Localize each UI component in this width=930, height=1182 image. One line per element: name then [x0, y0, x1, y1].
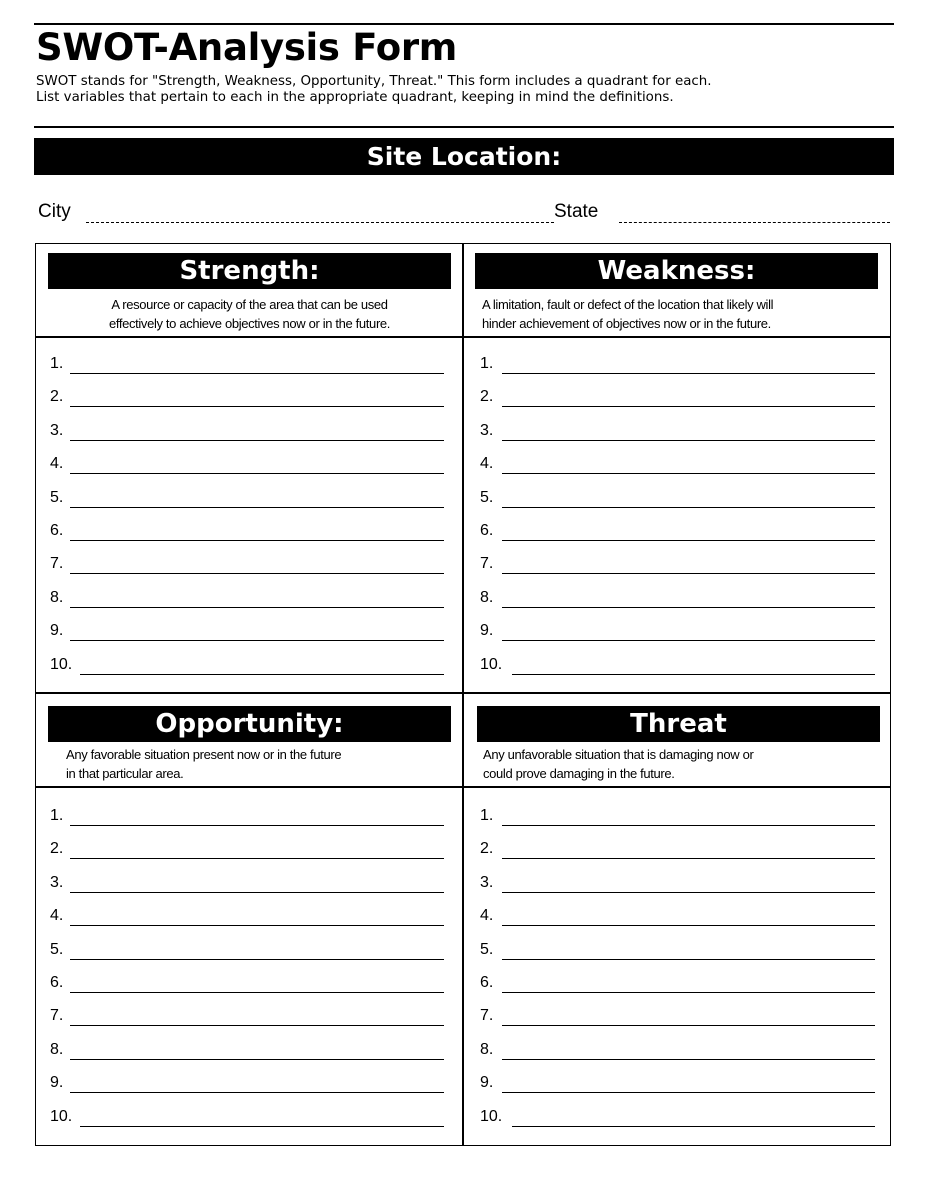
- item-number: 1.: [480, 807, 494, 824]
- list-item: [480, 445, 875, 478]
- item-number: 2.: [50, 388, 64, 406]
- item-number: 5.: [50, 488, 64, 506]
- list-item: [50, 479, 444, 512]
- answer-line[interactable]: [502, 959, 875, 960]
- threat-description: [483, 745, 879, 783]
- list-item: [50, 897, 444, 930]
- opportunity-list: [50, 797, 444, 1131]
- top-description-divider: [35, 336, 891, 338]
- description-line: Any favorable situation present now or in the future: [66, 747, 342, 762]
- description-line: A limitation, fault or defect of the location that likely will: [482, 297, 774, 312]
- site-location-heading: Site Location:: [34, 138, 894, 175]
- strength-heading: Strength:: [48, 253, 451, 289]
- list-item: [480, 1098, 875, 1131]
- item-number: 8.: [50, 588, 64, 606]
- list-item: [480, 964, 875, 997]
- list-item: [50, 646, 444, 679]
- answer-line[interactable]: [512, 1126, 875, 1127]
- list-item: [480, 479, 875, 512]
- middle-divider: [35, 692, 891, 694]
- list-item: [50, 345, 444, 378]
- list-item: [480, 997, 875, 1030]
- item-number: 10.: [50, 655, 73, 673]
- answer-line[interactable]: [70, 640, 444, 641]
- item-number: 4.: [480, 455, 494, 473]
- intro-line: List variables that pertain to each in the appropriate quadrant, keeping in mind the definitions.: [36, 90, 674, 105]
- list-item: [50, 378, 444, 411]
- answer-line[interactable]: [502, 473, 875, 474]
- answer-line[interactable]: [70, 992, 444, 993]
- answer-line[interactable]: [502, 507, 875, 508]
- opportunity-heading: Opportunity:: [48, 706, 451, 742]
- page-title: SWOT-Analysis Form: [36, 26, 458, 69]
- answer-line[interactable]: [502, 573, 875, 574]
- item-number: 6.: [480, 521, 494, 539]
- answer-line[interactable]: [70, 507, 444, 508]
- description-line: could prove damaging in the future.: [483, 766, 675, 781]
- answer-line[interactable]: [70, 540, 444, 541]
- answer-line[interactable]: [502, 1092, 875, 1093]
- item-number: 5.: [480, 488, 494, 506]
- intro-text: [36, 74, 712, 106]
- bottom-description-divider: [35, 786, 891, 788]
- list-item: [480, 646, 875, 679]
- list-item: [50, 964, 444, 997]
- answer-line[interactable]: [70, 373, 444, 374]
- list-item: [50, 1064, 444, 1097]
- weakness-description: [482, 295, 878, 333]
- state-field[interactable]: [619, 222, 890, 223]
- answer-line[interactable]: [502, 607, 875, 608]
- intro-line: SWOT stands for "Strength, Weakness, Opportunity, Threat." This form includes a quadrant for each.: [36, 74, 712, 89]
- list-item: [480, 345, 875, 378]
- answer-line[interactable]: [70, 1059, 444, 1060]
- answer-line[interactable]: [502, 1025, 875, 1026]
- top-rule: [34, 23, 894, 25]
- answer-line[interactable]: [70, 1092, 444, 1093]
- answer-line[interactable]: [502, 1059, 875, 1060]
- list-item: [480, 1064, 875, 1097]
- threat-heading: Threat: [477, 706, 880, 742]
- item-number: 1.: [50, 807, 64, 824]
- item-number: 10.: [480, 1107, 503, 1125]
- city-field[interactable]: [86, 222, 554, 223]
- list-item: [50, 931, 444, 964]
- item-number: 4.: [50, 907, 64, 925]
- description-line: effectively to achieve objectives now or in the future.: [108, 316, 391, 331]
- list-item: [50, 445, 444, 478]
- list-item: [50, 412, 444, 445]
- item-number: 10.: [480, 655, 503, 673]
- list-item: [480, 797, 875, 830]
- intro-rule: [34, 126, 894, 128]
- list-item: [480, 1031, 875, 1064]
- item-number: 8.: [480, 1040, 494, 1058]
- item-number: 5.: [50, 940, 64, 958]
- answer-line[interactable]: [70, 473, 444, 474]
- answer-line[interactable]: [70, 573, 444, 574]
- item-number: 7.: [480, 555, 494, 573]
- list-item: [480, 830, 875, 863]
- list-item: [480, 579, 875, 612]
- answer-line[interactable]: [70, 925, 444, 926]
- list-item: [50, 1098, 444, 1131]
- list-item: [50, 545, 444, 578]
- answer-line[interactable]: [512, 674, 875, 675]
- item-number: 5.: [480, 940, 494, 958]
- list-item: [480, 412, 875, 445]
- item-number: 9.: [480, 622, 494, 640]
- description-line: hinder achievement of objectives now or in the future.: [482, 316, 771, 331]
- list-item: [50, 512, 444, 545]
- strength-list: [50, 345, 444, 679]
- description-line: Any unfavorable situation that is damaging now or: [483, 747, 754, 762]
- item-number: 2.: [480, 388, 494, 406]
- list-item: [50, 864, 444, 897]
- answer-line[interactable]: [70, 406, 444, 407]
- item-number: 3.: [480, 421, 494, 439]
- answer-line[interactable]: [80, 1126, 444, 1127]
- item-number: 9.: [480, 1074, 494, 1092]
- list-item: [480, 512, 875, 545]
- item-number: 2.: [480, 840, 494, 858]
- answer-line[interactable]: [502, 925, 875, 926]
- item-number: 1.: [480, 355, 494, 372]
- item-number: 7.: [50, 1007, 64, 1025]
- threat-list: [480, 797, 875, 1131]
- answer-line[interactable]: [70, 959, 444, 960]
- list-item: [50, 797, 444, 830]
- answer-line[interactable]: [70, 892, 444, 893]
- item-number: 3.: [480, 873, 494, 891]
- list-item: [480, 545, 875, 578]
- city-label: City: [38, 201, 71, 222]
- list-item: [50, 579, 444, 612]
- description-line: in that particular area.: [66, 766, 184, 781]
- answer-line[interactable]: [502, 825, 875, 826]
- item-number: 10.: [50, 1107, 73, 1125]
- answer-line[interactable]: [502, 373, 875, 374]
- list-item: [50, 1031, 444, 1064]
- list-item: [480, 897, 875, 930]
- vertical-divider: [462, 243, 464, 1146]
- item-number: 3.: [50, 873, 64, 891]
- strength-description: [48, 295, 451, 333]
- answer-line[interactable]: [70, 440, 444, 441]
- answer-line[interactable]: [502, 992, 875, 993]
- list-item: [480, 612, 875, 645]
- answer-line[interactable]: [80, 674, 444, 675]
- answer-line[interactable]: [502, 406, 875, 407]
- answer-line[interactable]: [502, 640, 875, 641]
- list-item: [480, 864, 875, 897]
- answer-line[interactable]: [502, 440, 875, 441]
- answer-line[interactable]: [502, 892, 875, 893]
- item-number: 8.: [50, 1040, 64, 1058]
- answer-line[interactable]: [70, 825, 444, 826]
- item-number: 8.: [480, 588, 494, 606]
- item-number: 6.: [50, 973, 64, 991]
- opportunity-description: [66, 745, 451, 783]
- item-number: 4.: [480, 907, 494, 925]
- list-item: [50, 612, 444, 645]
- item-number: 1.: [50, 355, 64, 372]
- answer-line[interactable]: [70, 607, 444, 608]
- description-line: A resource or capacity of the area that can be used: [111, 297, 388, 312]
- item-number: 6.: [50, 521, 64, 539]
- answer-line[interactable]: [70, 1025, 444, 1026]
- state-label: State: [554, 201, 599, 222]
- item-number: 3.: [50, 421, 64, 439]
- list-item: [480, 931, 875, 964]
- item-number: 9.: [50, 622, 64, 640]
- item-number: 4.: [50, 455, 64, 473]
- list-item: [50, 830, 444, 863]
- list-item: [50, 997, 444, 1030]
- item-number: 7.: [480, 1007, 494, 1025]
- item-number: 9.: [50, 1074, 64, 1092]
- item-number: 6.: [480, 973, 494, 991]
- answer-line[interactable]: [502, 540, 875, 541]
- weakness-list: [480, 345, 875, 679]
- item-number: 7.: [50, 555, 64, 573]
- item-number: 2.: [50, 840, 64, 858]
- list-item: [480, 378, 875, 411]
- answer-line[interactable]: [502, 858, 875, 859]
- answer-line[interactable]: [70, 858, 444, 859]
- weakness-heading: Weakness:: [475, 253, 878, 289]
